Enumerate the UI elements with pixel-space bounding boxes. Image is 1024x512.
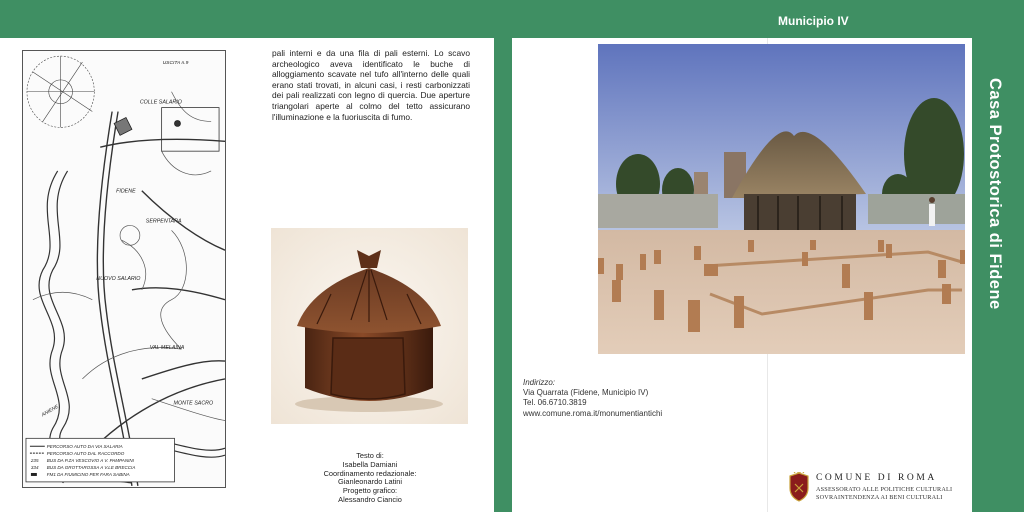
map-label-serpentara: SERPENTARA [145, 218, 182, 225]
credits-line-3: Coordinamento redazionale: [323, 468, 417, 478]
legend-code-3: 235 [30, 458, 39, 464]
credits-line-1: Testo di: [356, 451, 384, 460]
legend-code-4: 334 [30, 465, 39, 471]
map-label-uscita: USCITA n.9 [162, 61, 189, 67]
credits-line-6: Alessandro Ciancio [338, 494, 402, 504]
legend-item-5: FM1 DA FIUMICINO PER FARA SABINA [46, 471, 130, 477]
credits-line-5: Progetto grafico: [342, 486, 398, 496]
legend-item-4: BUS DA GROTTAROSSA A V.LE BRECCIA [46, 465, 136, 471]
rome-shield-icon [788, 472, 810, 502]
credits-line-2: Isabella Damiani [342, 459, 398, 469]
map-label-mellaina: VAL MELAINA [149, 345, 185, 352]
brochure-title: Casa Protostorica di Fidene [986, 78, 1004, 310]
body-paragraph: pali interni e da una fila di pali esterni. Lo scavo archeologico aveva identificato le buche di alloggiamento scavate nel tufo all'interno delle quali erano stati trovati, in alcuni casi, i resti carbonizzati dei pali realizzati con legno di quercia. Due aperture triangolari aperte al colmo del tetto assicurano l'illuminazione e la fuoriuscita di fumo. [272, 48, 470, 122]
map-label-aniene: ANIENE [41, 404, 60, 419]
map-label-nuovo: NUOVO SALARIO [96, 275, 141, 282]
address-website[interactable]: www.comune.roma.it/monumentiantichi [523, 408, 663, 418]
comune-name: COMUNE DI ROMA [816, 473, 937, 483]
credits-block [272, 452, 468, 505]
map-label-montesacro: MONTE SACRO [173, 400, 214, 407]
map-label-colle: COLLE SALARIO [139, 99, 182, 106]
address-street: Via Quarrata (Fidene, Municipio IV) [523, 388, 649, 398]
address-phone: Tel. 06.6710.3819 [523, 398, 587, 408]
location-map [22, 50, 226, 488]
comune-office: SOVRAINTENDENZA AI BENI CULTURALI [816, 494, 943, 501]
map-legend [26, 438, 175, 482]
hut-urn-photo [271, 228, 468, 424]
map-label-fidene: FIDENE [116, 188, 136, 195]
legend-item-1: PERCORSO AUTO DA VIA SALARIA [46, 444, 123, 450]
address-label: Indirizzo: [523, 378, 556, 387]
legend-item-3: BUS DA P.ZA VESCOVIO A V. PAMPANINI [46, 458, 134, 464]
address-block [523, 378, 662, 419]
comune-dept: ASSESSORATO ALLE POLITICHE CULTURALI [816, 486, 953, 493]
center-band [494, 0, 512, 512]
hut-reconstruction-photo [598, 44, 965, 354]
legend-item-2: PERCORSO AUTO DAL RACCORDO [46, 451, 125, 457]
comune-logo [788, 470, 968, 504]
header-band [0, 0, 1024, 38]
credits-line-4: Gianleonardo Latini [337, 477, 403, 487]
municipio-label: Municipio IV [778, 14, 849, 28]
